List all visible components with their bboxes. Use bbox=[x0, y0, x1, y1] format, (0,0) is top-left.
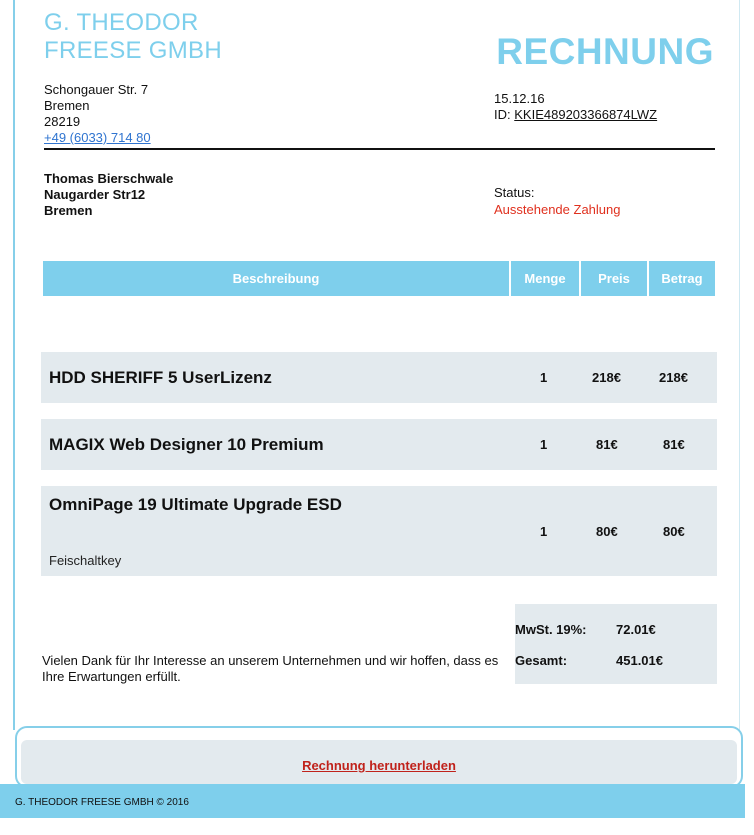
company-zip: 28219 bbox=[44, 114, 81, 129]
item-amount: 218€ bbox=[659, 370, 688, 385]
total-label: Gesamt: bbox=[515, 653, 568, 668]
company-name bbox=[44, 9, 222, 65]
item-price: 80€ bbox=[596, 524, 618, 539]
invoice-id bbox=[494, 107, 657, 123]
item-name: HDD SHERIFF 5 UserLizenz bbox=[49, 368, 272, 387]
invoice-meta bbox=[494, 91, 657, 123]
table-row bbox=[41, 486, 717, 576]
total-value: 451.01€ bbox=[616, 653, 663, 668]
header-price: Preis bbox=[581, 261, 647, 296]
customer-street: Naugarder Str12 bbox=[44, 187, 146, 202]
company-city: Bremen bbox=[44, 98, 90, 113]
footer bbox=[0, 784, 745, 818]
item-quantity: 1 bbox=[540, 524, 548, 539]
company-phone-link[interactable]: +49 (6033) 714 80 bbox=[44, 130, 151, 145]
company-street: Schongauer Str. 7 bbox=[44, 82, 149, 97]
customer-name: Thomas Bierschwale bbox=[44, 171, 174, 186]
item-name: MAGIX Web Designer 10 Premium bbox=[49, 435, 324, 454]
thank-you-message: Vielen Dank für Ihr Interesse an unserem Unternehmen und wir hoffen, dass es Ihre Erwartungen erfüllt. bbox=[42, 653, 499, 684]
item-price: 218€ bbox=[592, 370, 621, 385]
item-note: Feischaltkey bbox=[49, 553, 122, 568]
item-price: 81€ bbox=[596, 437, 618, 452]
vat-value: 72.01€ bbox=[616, 622, 656, 637]
header-amount: Betrag bbox=[649, 261, 715, 296]
customer-city: Bremen bbox=[44, 203, 93, 218]
item-quantity: 1 bbox=[540, 437, 548, 452]
item-amount: 81€ bbox=[663, 437, 685, 452]
item-name: OmniPage 19 Ultimate Upgrade ESD bbox=[49, 495, 342, 514]
payment-status bbox=[494, 184, 620, 218]
customer-address bbox=[44, 171, 173, 219]
company-name-line2: FREESE GMBH bbox=[44, 37, 222, 64]
frame-right-border bbox=[739, 0, 740, 730]
download-panel bbox=[15, 726, 743, 788]
totals-box bbox=[515, 604, 717, 684]
status-value: Ausstehende Zahlung bbox=[494, 202, 621, 217]
item-amount: 80€ bbox=[663, 524, 685, 539]
company-address bbox=[44, 82, 151, 146]
status-label: Status: bbox=[494, 185, 535, 200]
frame-left-border bbox=[13, 0, 15, 730]
footer-copyright: G. THEODOR FREESE GMBH © 2016 bbox=[15, 797, 189, 808]
vat-label: MwSt. 19%: bbox=[515, 622, 587, 637]
header-quantity: Menge bbox=[511, 261, 579, 296]
item-quantity: 1 bbox=[540, 370, 548, 385]
download-invoice-link[interactable]: Rechnung herunterladen bbox=[302, 758, 456, 773]
invoice-id-value[interactable]: KKIE489203366874LWZ bbox=[514, 107, 658, 122]
table-row bbox=[41, 352, 717, 403]
table-row bbox=[41, 419, 717, 470]
invoice-date: 15.12.16 bbox=[494, 91, 545, 106]
company-name-line1: G. THEODOR bbox=[44, 9, 199, 36]
header-divider bbox=[44, 148, 715, 150]
invoice-title: RECHNUNG bbox=[496, 31, 714, 72]
invoice-id-label: ID: bbox=[494, 107, 511, 122]
header-description: Beschreibung bbox=[43, 261, 509, 296]
